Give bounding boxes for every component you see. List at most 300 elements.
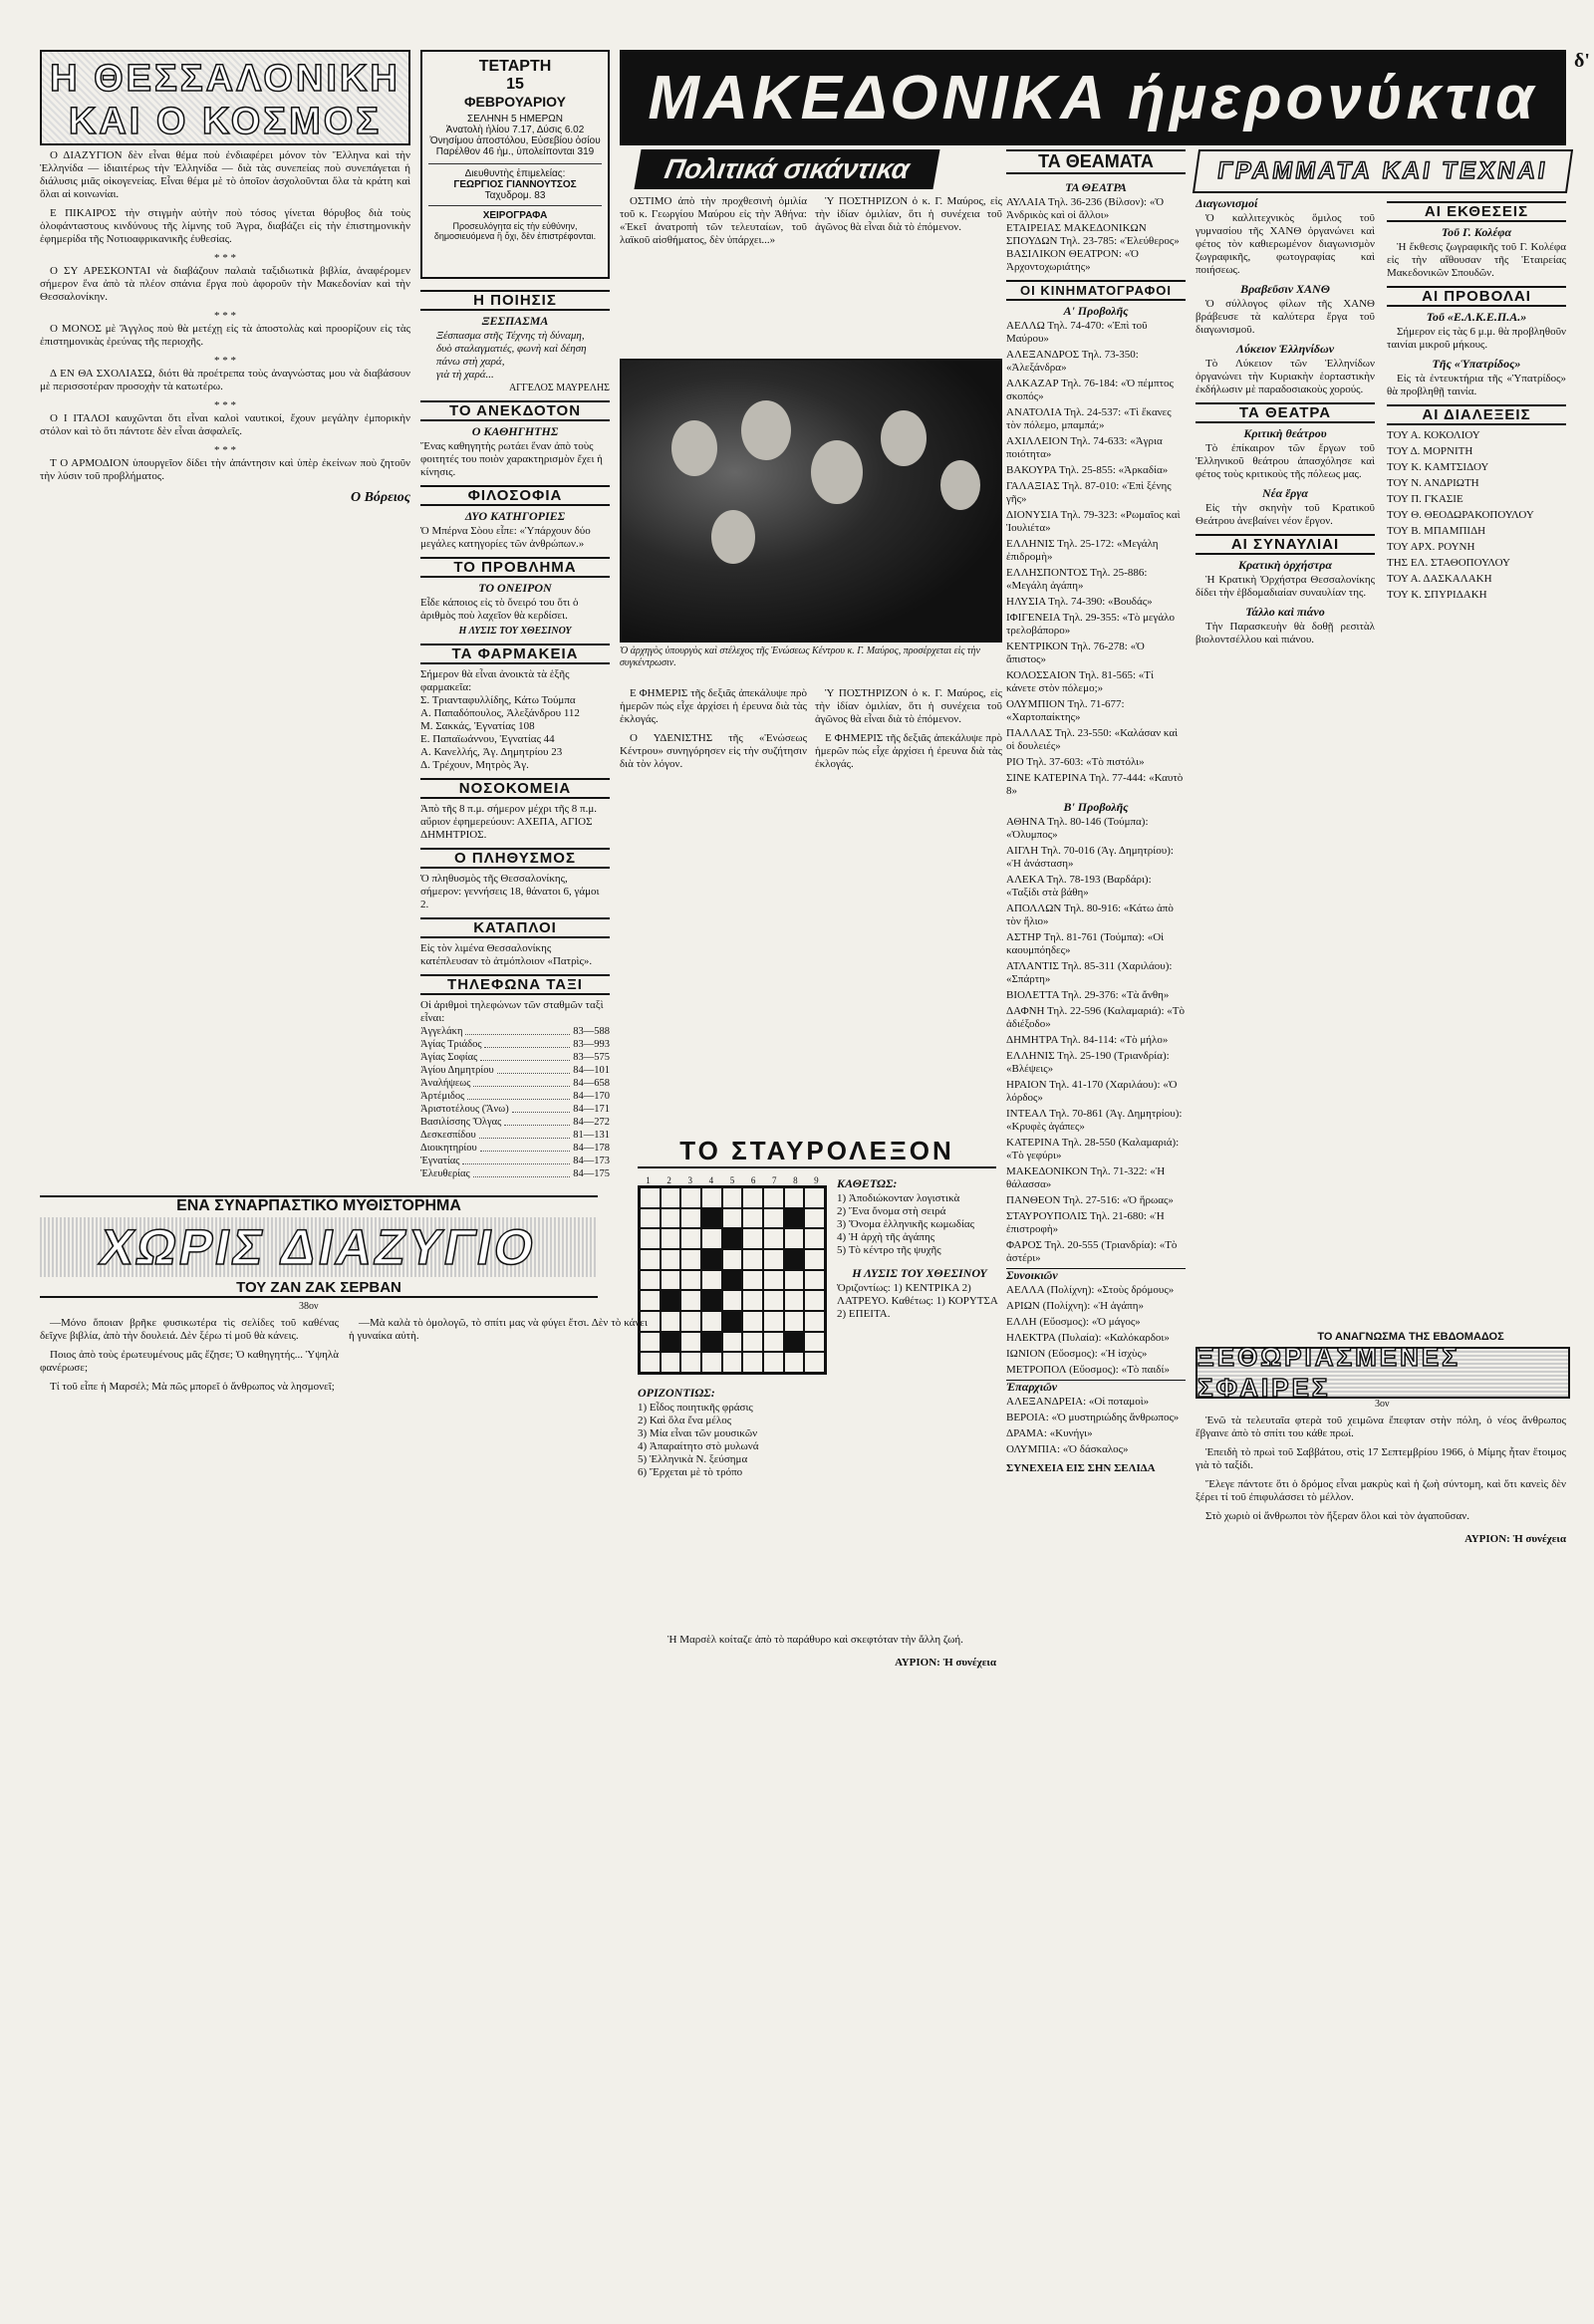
clue: 1) Εἶδος ποιητικῆς φράσις [638,1402,753,1414]
crossword-column-number: 4 [708,1175,714,1185]
crossword-cell[interactable] [763,1311,784,1332]
crossword-cell[interactable] [680,1208,701,1229]
vravefsi-title: Βραβεῦσιν ΧΑΝΘ [1240,282,1330,296]
lecture-item: ΤΟΥ ΑΡΧ. ΡΟΥΝΗ [1387,541,1475,553]
crossword-numbers [638,1175,827,1185]
taxi-name: Ἀγίου Δημητρίου [420,1065,494,1076]
crossword-cell[interactable] [640,1208,661,1229]
crossword-cell[interactable] [701,1352,722,1373]
cinema-listing: ΕΛΛΗΝΙΣ Τηλ. 25-190 (Τριανδρία): «Βλέψεις» [1006,1050,1170,1075]
anagnosma-label: ΤΟ ΑΝΑΓΝΩΣΜΑ ΤΗΣ ΕΒΔΟΜΑΔΟΣ [1317,1331,1504,1343]
crossword-cell[interactable] [763,1249,784,1270]
nosokomeia-heading: ΝΟΣΟΚΟΜΕΙΑ [420,778,610,799]
taxi-name: Βασιλίσσης Ὄλγας [420,1117,502,1128]
crossword-cell[interactable] [804,1228,825,1249]
poem-line: Ξέσπασμα στῆς Τέχνης τὴ δύναμη, [436,330,585,342]
anagnosma-text-col1 [1196,1415,1566,2291]
ypatrodon-subtitle: Τῆς «Ὑπατρίδος» [1432,357,1521,371]
crossword-column-number: 8 [793,1175,798,1185]
lecture-item: ΤΟΥ Δ. ΜΟΡΝΙΤΗ [1387,445,1473,457]
crossword-cell[interactable] [763,1332,784,1353]
cinema-listing: ΒΙΟΛΕΤΤΑ Τηλ. 29-376: «Τὰ ἄνθη» [1006,989,1170,1001]
lecture-item: ΤΟΥ Κ. ΣΠΥΡΙΔΑΚΗ [1387,589,1487,601]
crossword-column-number: 7 [771,1175,777,1185]
taxi-row [420,1090,610,1103]
poiisis-heading: Η ΠΟΙΗΣΙΣ [420,290,610,311]
cinema-listing: ΑΙΓΛΗ Τηλ. 70-016 (Ἀγ. Δημητρίου): «Ἡ ἀνάσταση» [1006,845,1174,870]
pharmacy-item: Α. Κανελλής, Ἀγ. Δημητρίου 23 [420,746,563,758]
crossword-column-number: 1 [646,1175,651,1185]
crossword-column-number: 9 [814,1175,819,1185]
crossword-cell[interactable] [680,1332,701,1353]
column-3 [420,284,610,1180]
grammata-heading: ΓΡΑΜΜΑΤΑ ΚΑΙ ΤΕΧΝΑΙ [1215,157,1550,184]
article-paragraph: Τὴν Παρασκευὴν θὰ δοθῇ ρεσιτὰλ βιολοντσέλλου καὶ πιάνου. [1196,621,1375,646]
listing: ΕΤΑΙΡΕΙΑΣ ΜΑΚΕΔΟΝΙΚΩΝ ΣΠΟΥΔΩΝ Τηλ. 23-785: «Ἐλεύθερος» [1006,222,1180,247]
crossword-cell[interactable] [742,1311,763,1332]
katapoloi-heading: ΚΑΤΑΠΛΟΙ [420,917,610,938]
lyxeion-title: Λύκειον Ἑλληνίδων [1235,342,1335,356]
crossword-cell[interactable] [784,1290,805,1311]
article-paragraph: Ἐπειδὴ τὸ πρωὶ τοῦ Σαββάτου, στὶς 17 Σεπτεμβρίου 1966, ὁ Μίμης ἦταν ἕτοιμος γιὰ τὸ ταξίδι. [1196,1446,1566,1471]
taxi-row [420,1077,610,1090]
taxi-tel: 83—588 [573,1026,610,1037]
crossword-cell[interactable] [640,1290,661,1311]
crossword-cell[interactable] [661,1311,681,1332]
cinema-listing: ΠΑΝΘΕΟΝ Τηλ. 27-516: «Ὁ ἥρωας» [1006,1194,1174,1206]
director-name: ΓΕΩΡΓΙΟΣ ΓΙΑΝΝΟΥΤΣΟΣ [453,179,577,190]
crossword-cell[interactable] [784,1228,805,1249]
listing: ΑΥΛΑΙΑ Τηλ. 36-236 (Βίλσον): «Ὁ Ἀνδρικὸς καὶ οἱ ἄλλοι» [1006,196,1165,221]
article-paragraph: Ο ΣΥ ΑΡΕΣΚΟΝΤΑΙ νὰ διαβάζουν παλαιὰ ταξιδιωτικὰ βιβλία, ἀναφέρομεν σήμερον ἕνα ἀπὸ τὰ πλέον σπάνια ἔργα ποὺ ἀφοροῦν τὴν Μακεδονίαν καὶ τὴν Θεσσαλονίκην. [40,265,410,303]
politika-left-column [620,195,807,355]
crossword-block-cell [722,1311,743,1332]
crossword-cell[interactable] [804,1332,825,1353]
article-paragraph: —Μὰ καλὰ τὸ ὁμολογῶ, τὸ σπίτι μας νὰ φύγει ἔτσι. Δὲν τὸ κάνει ἡ γυναίκα αὐτὴ. [349,1317,648,1342]
crossword-cell[interactable] [784,1311,805,1332]
novel-col3 [658,1634,996,2291]
diagonismoi-title: Διαγωνισμοί [1196,196,1258,210]
article-paragraph: Ο ΔΙΑΖΥΓΙΟΝ δὲν εἶναι θέμα ποὺ ἐνδιαφέρει μόνον τὸν Ἕλληνα καὶ τὴν Ἑλληνίδα — ἰδιαιτέρως τὴν Ἑλληνίδα — διὰ τὰς συνεπείας ποὺ συνεπάγεται ἡ διάλυσις μιᾶς οἰκογενείας. Εἶναι θέμα μὲ τὸ ὁποῖον ἀσχολοῦνται ὅλα τὰ κράτη καὶ ὅλαι αἱ κοινωνίαι. [40,149,410,200]
anagnosma-title: ΞΕΘΩΡΙΑΣΜΕΝΕΣ ΣΦΑΙΡΕΣ [1197,1342,1461,1403]
provlima-text: Εἶδε κάποιος εἰς τὸ ὄνειρό του ὅτι ὁ ἀριθμὸς ποὺ λαχεῖον θὰ κερδίσει. [420,597,579,622]
lecture-item: ΤΟΥ Β. ΜΠΑΜΠΙΔΗ [1387,525,1486,537]
cinema-listing: ΙΝΤΕΑΛ Τηλ. 70-861 (Ἀγ. Δημητρίου): «Κρυφὲς ἀγάπες» [1006,1108,1183,1133]
article-paragraph: Ὑ ΠΟΣΤΗΡΙΖΟΝ ὁ κ. Γ. Μαύρος, εἰς τὴν ἰδίαν ὁμιλίαν, ὅτι ἡ συνέχεια τοῦ ἀγῶνος θὰ εἶναι διὰ τὸ ἐπόμενον. [815,195,1002,233]
novel-col2 [349,1317,648,2293]
cinema-listing: ΜΑΚΕΔΟΝΙΚΟΝ Τηλ. 71-322: «Ἡ θάλασσα» [1006,1165,1166,1190]
politika-bottom-right [815,687,1002,1086]
crossword-cell[interactable] [640,1187,661,1208]
clue: 5) Τὸ κέντρο τῆς ψυχῆς [837,1244,941,1256]
taxi-name: Ἀρτέμιδος [420,1091,465,1102]
cinema-listing: ΓΑΛΑΞΙΑΣ Τηλ. 87-010: «Ἐπὶ ξένης γῆς» [1006,480,1172,505]
cinema-listing: ΑΛΚΑΖΑΡ Τηλ. 76-184: «Ὁ πέμπτος σκοπός» [1006,378,1174,402]
solution-text: Ὁριζοντίως: 1) ΚΕΝΤΡΙΚΑ 2) ΛΑΤΡΕΥΟ. Καθέτως: 1) ΚΟΡΥΤΣΑ 2) ΕΠΕΙΤΑ. [837,1282,998,1320]
cinema-listing: ΣΙΝΕ ΚΑΤΕΡΙΝΑ Τηλ. 77-444: «Καυτὸ 8» [1006,772,1184,797]
clue: 6) Ἔρχεται μὲ τὸ τρόπο [638,1466,743,1478]
politika-heading: Πολιτικά σικάντικα [662,153,913,184]
taxi-row [420,1025,610,1038]
a-provoli-heading: Α' Προβολῆς [1063,304,1129,318]
crossword-cell[interactable] [742,1249,763,1270]
article-paragraph: Σήμερον εἰς τὰς 6 μ.μ. θὰ προβληθοῦν ταινίαι μικροῦ μήκους. [1387,326,1566,351]
page-marker: δ' [1574,50,1590,72]
crossword-block-cell [722,1228,743,1249]
clue: 4) Ἀπαραίτητο στὸ μυλωνά [638,1440,759,1452]
cinema-listing: ΑΘΗΝΑ Τηλ. 80-146 (Τούμπα): «Ὁλυμπος» [1006,816,1149,841]
feast-day: Ὀνησίμου ἀποστόλου, Εὐσεβίου ὁσίου [429,135,601,146]
lecture-item: ΤΟΥ Α. ΚΟΚΟΛΙΟΥ [1387,429,1480,441]
taxi-name: Ἐγνατίας [420,1156,460,1166]
crossword-cell[interactable] [661,1228,681,1249]
cinema-listing: ΡΙΟ Τηλ. 37-603: «Τὸ πιστόλι» [1006,756,1145,768]
crossword-cell[interactable] [680,1352,701,1373]
crossword-cell[interactable] [742,1290,763,1311]
cinema-listing: ΔΡΑΜΑ: «Κυνήγι» [1006,1427,1093,1439]
crossword-clues-across [638,1385,827,1604]
crossword-cell[interactable] [742,1332,763,1353]
article-paragraph: Ο ΜΟΝΟΣ μὲ Ἄγγλος ποὺ θὰ μετέχῃ εἰς τὰ ἀποστολὰς καὶ προορίζουν εἰς τὰς ἐπιστημονικὰς ἐρεύνας τῆς περιοχῆς. [40,323,410,348]
crossword-cell[interactable] [722,1332,743,1353]
cinema-listing: ΔΑΦΝΗ Τηλ. 22-596 (Καλαμαριά): «Τὸ ἀδιέξοδο» [1006,1005,1185,1030]
taxi-name: Ἀγγελάκη [420,1026,463,1037]
novel-episode: 38ον [299,1301,319,1312]
crossword-cell[interactable] [701,1270,722,1291]
nosokomeia-text: Ἀπὸ τῆς 8 π.μ. σήμερον μέχρι τῆς 8 π.μ. αὔριον ἐφημερεύουν: ΑΧΕΠΑ, ΑΓΙΟΣ ΔΗΜΗΤΡΙΟΣ. [420,803,597,841]
cinema-listing: ΑΡΙΩΝ (Πολίχνη): «Ἡ ἀγάπη» [1006,1300,1144,1312]
article-paragraph: Ἡ Κρατικὴ Ὀρχήστρα Θεσσαλονίκης δίδει τὴν ἑβδομαδιαίαν συναυλίαν της. [1196,574,1375,599]
cinema-listing: ΑΧΙΛΛΕΙΟΝ Τηλ. 74-633: «Ἀγρια ποιότητα» [1006,435,1163,460]
thessaloniki-header [40,50,410,145]
crossword-cell[interactable] [763,1228,784,1249]
novel-continued: ΑΥΡΙΟΝ: Ἡ συνέχεια [895,1657,996,1669]
poiisis-subtitle: ΞΕΣΠΑΣΜΑ [481,314,549,328]
crossword-column-number: 3 [687,1175,693,1185]
synavlies-title: Κρατικὴ ὀρχήστρα [1237,558,1333,572]
novel-title: ΧΩΡΙΣ ΔΙΑΖΥΓΙΟ [96,1219,542,1275]
poem-author: ΑΓΓΕΛΟΣ ΜΑΥΡΕΛΗΣ [508,383,610,393]
crossword-cell[interactable] [661,1352,681,1373]
crossword-cell[interactable] [640,1228,661,1249]
crossword-cell[interactable] [680,1290,701,1311]
lecture-item: ΤΗΣ ΕΛ. ΣΤΑΘΟΠΟΥΛΟΥ [1387,557,1510,569]
crossword-cell[interactable] [804,1290,825,1311]
crossword-cell[interactable] [763,1290,784,1311]
dialekseis-heading: ΑΙ ΔΙΑΛΕΞΕΙΣ [1387,404,1566,425]
crossword-column-number: 6 [750,1175,756,1185]
article-paragraph: Ἡ Μαρσὲλ κοίταζε ἀπὸ τὸ παράθυρο καὶ σκεφτόταν τὴν ἄλλη ζωή. [667,1634,963,1646]
tilefona-intro: Οἱ ἀριθμοὶ τηλεφώνων τῶν σταθμῶν ταξὶ εἶναι: [420,999,604,1024]
crossword-cell[interactable] [680,1311,701,1332]
farmakeia-intro: Σήμερον θὰ εἶναι ἀνοικτὰ τὰ ἑξῆς φαρμακεῖα: [420,668,570,693]
crossword-cell[interactable] [680,1270,701,1291]
crossword-column-number: 2 [666,1175,671,1185]
crossword-block-cell [661,1290,681,1311]
cinema-listing: ΔΗΜΗΤΡΑ Τηλ. 84-114: «Τὸ μήλο» [1006,1034,1169,1046]
article-paragraph: Ἔλεγε πάντοτε ὅτι ὁ δρόμος εἶναι μακρὺς καὶ ἡ ζωὴ σύντομη, καὶ ὅτι κανεὶς δὲν ξέρει τί τοῦ ἐπιφυλάσσει τὸ μέλλον. [1196,1478,1566,1503]
crossword-cell[interactable] [763,1270,784,1291]
crossword-cell[interactable] [701,1228,722,1249]
crossword-cell[interactable] [784,1187,805,1208]
anekdoton-heading: ΤΟ ΑΝΕΚΔΟΤΟΝ [420,400,610,421]
article-paragraph: Εἰς τὴν σκηνὴν τοῦ Κρατικοῦ Θεάτρου ἀνεβαίνει νέον ἔργον. [1196,502,1375,527]
pharmacy-item: Μ. Σακκάς, Ἐγνατίας 108 [420,720,535,732]
crossword-cell[interactable] [661,1187,681,1208]
director-tel: Ταχυδρομ. 83 [484,190,546,201]
lecture-item: ΤΟΥ Θ. ΘΕΟΔΩΡΑΚΟΠΟΥΛΟΥ [1387,509,1534,521]
article-paragraph: ΟΣΤΙΜΟ ἀπὸ τὴν προχθεσινὴ ὁμιλία τοῦ κ. Γεωργίου Μαύρου εἰς τὴν Ἀθήνα: «Ἐκεῖ ἀνατροπὴ τῶν τελευταίων, τοῦ λαϊκοῦ αἰσθήματος, δὲν ὑπάρχει...» [620,195,807,246]
provoles-subtitle: Τοῦ «Ε.Λ.Κ.Ε.Π.Α.» [1426,310,1527,324]
crossword-cell[interactable] [763,1187,784,1208]
politika-photo-caption: Ὁ ἀρχηγὸς ὑπουργὸς καὶ στέλεχος τῆς Ἑνώσεως Κέντρου κ. Γ. Μαύρος, προσέρχεται εἰς τὴν συγκέντρωσιν. [620,646,980,668]
clue: 3) Μία εἶναι τῶν μουσικῶν [638,1427,758,1439]
pharmacy-item: Ε. Παπαϊωάννου, Ἐγνατίας 44 [420,733,555,745]
crossword-grid [638,1185,827,1375]
crossword-cell[interactable] [722,1290,743,1311]
cinema-listing: ΙΩΝΙΟΝ (Εὔοσμος): «Ἡ ἰσχὺς» [1006,1348,1148,1360]
filosofia-subtitle: ΔΥΟ ΚΑΤΗΓΟΡΙΕΣ [464,509,566,523]
clue: 3) Ὄνομα ἑλληνικῆς κωμωδίας [837,1218,975,1230]
anagnosma-episode: 3ον [1375,1399,1390,1410]
taxi-tel: 83—993 [573,1039,610,1050]
lecture-item: ΤΟΥ Ν. ΑΝΔΡΙΩΤΗ [1387,477,1479,489]
cinema-listing: ΚΕΝΤΡΙΚΟΝ Τηλ. 76-278: «Ὁ ἄπιστος» [1006,641,1145,665]
provoles-heading: ΑΙ ΠΡΟΒΟΛΑΙ [1387,286,1566,307]
crossword-cell[interactable] [804,1352,825,1373]
crossword-cell[interactable] [742,1352,763,1373]
grammata-heading-box [1193,149,1573,193]
crossword-block-cell [661,1332,681,1353]
grammata-col-a [1196,195,1375,1311]
article-paragraph: Ὁ σύλλογος φίλων τῆς ΧΑΝΘ βράβευσε τὰ καλύτερα ἔργα τοῦ διαγωνισμοῦ. [1196,298,1375,336]
cinema-listing: ΗΛΕΚΤΡΑ (Πυλαία): «Καλόκαρδοι» [1006,1332,1170,1344]
cinema-listing: ΚΑΤΕΡΙΝΑ Τηλ. 28-550 (Καλαμαριά): «Τὸ γεφύρι» [1006,1137,1180,1162]
sun-times: Ἀνατολὴ ἡλίου 7.17, Δύσις 6.02 [445,125,585,135]
anekdoton-subtitle: Ο ΚΑΘΗΓΗΤΗΣ [471,424,559,438]
article-paragraph: Δ ΕΝ ΘΑ ΣΧΟΛΙΑΣΩ, διότι θὰ προέτρεπα τοὺς ἀναγνώστας μου νὰ διαβάσουν μὲ περισσοτέραν προσοχὴν τὰ κατωτέρω. [40,368,410,392]
farmakeia-heading: ΤΑ ΦΑΡΜΑΚΕΙΑ [420,644,610,664]
crossword-cell[interactable] [763,1352,784,1373]
taxi-name: Δεσκεσπίδου [420,1130,476,1141]
crossword-cell[interactable] [680,1228,701,1249]
poem-line: γιὰ τὴ χαρά... [436,369,494,381]
anagnosma-continued: ΑΥΡΙΟΝ: Ἡ συνέχεια [1464,1533,1566,1545]
cinema-listing: ΟΛΥΜΠΙΑ: «Ὁ δάσκαλος» [1006,1443,1129,1455]
article-paragraph: Εἰς τὰ ἐντευκτήρια τῆς «Ὑπατρίδος» θὰ προβληθῇ ταινία. [1387,373,1566,397]
clue: 1) Ἀποδιώκονταν λογιστικὰ [837,1192,960,1204]
clue: 2) Ἔνα ὄνομα στὴ σειρά [837,1205,946,1217]
listing: ΒΑΣΙΛΙΚΟΝ ΘΕΑΤΡΟΝ: «Ὁ Ἀρχοντοχωριάτης» [1006,248,1139,273]
anekdoton-text: Ἕνας καθηγητὴς ρωτάει ἕναν ἀπὸ τοὺς φοιτητές του ποιὸν χαρακτηρισμὸν ἔχει ἡ κίνησις. [420,440,603,478]
pharmacy-item: Δ. Τρέχουν, Μητρὸς Ἀγ. [420,759,529,771]
crossword-cell[interactable] [722,1208,743,1229]
article-paragraph: Ποιος ἀπὸ τοὺς ἐρωτευμένους μᾶς ἔζησε; Ὁ καθηγητής... Ὑψηλὰ φανέρωσε; [40,1349,339,1374]
cinema-listing: ΕΛΛΗ (Εὔοσμος): «Ὁ μάγος» [1006,1316,1141,1328]
politika-bottom-left [620,687,807,1086]
crossword-cell[interactable] [701,1187,722,1208]
crossword-cell[interactable] [742,1208,763,1229]
date-month: ΦΕΒΡΟΥΑΡΙΟΥ [463,94,567,110]
article-paragraph: Ε ΦΗΜΕΡΙΣ τῆς δεξιᾶς ἀπεκάλυψε πρὸ ἡμερῶν πώς εἶχε ἀρχίσει ἡ ἐρευνα διὰ τὰς ἐκλογάς. [815,732,1002,770]
taxi-row [420,1155,610,1167]
crossword-cell[interactable] [784,1270,805,1291]
theatro-heading: ΤΑ ΘΕΑΤΡΑ [1065,180,1127,194]
cinema-listing: ΑΛΕΚΑ Τηλ. 78-193 (Βαρδάρι): «Ταξίδι στὰ βάθη» [1006,874,1152,899]
article-paragraph: Ὑ ΠΟΣΤΗΡΙΖΟΝ ὁ κ. Γ. Μαύρος, εἰς τὴν ἰδίαν ὁμιλίαν, ὅτι ἡ συνέχεια τοῦ ἀγῶνος θὰ εἶναι διὰ τὸ ἐπόμενον. [815,687,1002,725]
year-progress: Παρέλθον 46 ἡμ., ὑπολείπονται 319 [435,146,595,157]
dialekseis-list [1387,429,1566,602]
thessaloniki-column: Ο ΔΙΑΖΥΓΙΟΝ δὲν εἶναι θέμα ποὺ ἐνδιαφέρει μόνον τὸν Ἕλληνα καὶ τὴν Ἑλληνίδα — ἰδιαιτέρως τὴν Ἑλληνίδα — διὰ τὰς συνεπείας ποὺ συνεπάγεται ἡ διάλυσις μιᾶς οἰκογενείας. Εἶναι θέμα μὲ τὸ ὁποῖον ἀσχολοῦνται ὅλα τὰ κράτη καὶ ὅλαι αἱ κοινωνίαι. Ε ΠΙΚΑΙΡΟΣ τὴν στιγμὴν αὐτὴν ποὺ τόσος γίνεται θόρυβος διὰ τοὺς ὁλοφάνταστους κινδύνους τῆς λίμνης τοῦ Ἀγρα, διαβάζει εἰς τὴν ἐπιστημονικὴν ἐφημερίδα τῆς Νοτιοαφρικανικῆς ἐυθεσίας. * * * Ο ΣΥ ΑΡΕΣΚΟΝΤΑΙ νὰ διαβάζουν παλαιὰ ταξιδιωτικὰ βιβλία, ἀναφέρομεν σήμερον ἕνα ἀπὸ τὰ πλέον σπάνια ἔργα ποὺ ἀφοροῦν τὴν Μακεδονίαν καὶ τὴν Θεσσαλονίκην. * * * Ο ΜΟΝΟΣ μὲ Ἄγγλος ποὺ θὰ μετέχῃ εἰς τὰ ἀποστολὰς καὶ προορίζουν εἰς τὰς ἐπιστημονικὰς ἐρεύνας τῆς περιοχῆς. * * * Δ ΕΝ ΘΑ ΣΧΟΛΙΑΣΩ, διότι θὰ προέτρεπα τοὺς ἀναγνώστας μου νὰ διαβάσουν μὲ περισσοτέραν προσοχὴν τὰ κατωτέρω. * * * Ο Ι ΙΤΑΛΟΙ καυχῶνται ὅτι εἶναι καλοὶ ναυτικοί, ἔχουν μεγάλην ἐμπορικὴν στόλον καὶ τὸ ὅτι πάντοτε δὲν εἶναι ἀσφαλεῖς. * * * Τ Ο ΑΡΜΟΔΙΟΝ ὑπουργεῖον δίδει τὴν ἀπάντησιν καὶ ὑπὲρ ἐκείνων ποὺ ζητοῦν τὴν λύσιν τοῦ προβλήματος. Ο Βόρειος [40,149,410,505]
article-paragraph: Τί τοῦ εἶπε ἡ Μαρσέλ; Μὰ πῶς μπορεῖ ὁ ἄνθρωπος νὰ λησμονεῖ; [50,1381,335,1393]
article-paragraph: Ο ΥΔΕΝΙΣΤΗΣ τῆς «Ἐνώσεως Κέντρου» συνηγόρησεν εἰς τὴν συζήτησιν διὰ τὸν λόγον. [620,732,807,770]
crossword-cell[interactable] [661,1249,681,1270]
crossword-cell[interactable] [680,1187,701,1208]
novel-col1 [40,1317,339,2293]
eparxion-heading: Ἐπαρχιῶν [1006,1380,1186,1394]
thessaloniki-signature: Ο Βόρειος [350,490,410,505]
solution-heading: Η ΛΥΣΙΣ ΤΟΥ ΧΘΕΣΙΝΟΥ [852,1266,987,1280]
synoikion-list [1006,1284,1186,1377]
crossword-clues-down [837,1175,1002,1604]
taxi-tel: 84—175 [573,1168,610,1179]
taxi-row [420,1167,610,1180]
cinema-listing: ΑΛΕΞΑΝΔΡΕΙΑ: «Οἱ ποταμοὶ» [1006,1396,1150,1408]
tilefona-heading: ΤΗΛΕΦΩΝΑ ΤΑΞΙ [420,974,610,995]
crossword-block-cell [701,1208,722,1229]
cinema-listing: ΙΦΙΓΕΝΕΙΑ Τηλ. 29-355: «Τὸ μεγάλο τρελοβάπορο» [1006,612,1175,637]
crossword-column-number: 5 [729,1175,735,1185]
cinema-listing: ΦΑΡΟΣ Τηλ. 20-555 (Τριανδρία): «Τὸ ἀστέρι» [1006,1239,1178,1264]
crossword-cell[interactable] [763,1208,784,1229]
taxi-tel: 84—658 [573,1078,610,1089]
kinimatografoi-heading: ΟΙ ΚΙΝΗΜΑΤΟΓΡΑΦΟΙ [1006,280,1186,301]
taxi-tel: 84—170 [573,1091,610,1102]
crossword-cell[interactable] [804,1249,825,1270]
provlima-subtitle: ΤΟ ΟΝΕΙΡΟΝ [478,581,552,595]
cheirografa-text: Προσευλόγητα εἰς τὴν εὐθύνην, δημοσιευόμενα ἢ ὄχι, δὲν ἐπιστρέφονται. [433,221,597,241]
cinema-listing: ΑΝΑΤΟΛΙΑ Τηλ. 24-537: «Τὶ ἔκανες τὸν πόλεμο, μπαμπά;» [1006,406,1172,431]
cinema-listing: ΑΤΛΑΝΤΙΣ Τηλ. 85-311 (Χαριλάου): «Σπάρτη» [1006,960,1173,985]
taxi-row [420,1038,610,1051]
taxi-name: Διοικητηρίου [420,1143,477,1154]
taxi-tel: 84—101 [573,1065,610,1076]
poem-line: δυὸ σταλαγματιές, φωνὴ καὶ δέηση [436,343,587,355]
politika-heading-box [634,149,939,189]
novel-kicker: ΕΝΑ ΣΥΝΑΡΠΑΣΤΙΚΟ ΜΥΘΙΣΤΟΡΗΜΑ [40,1195,598,1215]
crossword-cell[interactable] [722,1249,743,1270]
cinema-listing: ΒΕΡΟΙΑ: «Ὁ μυστηριώδης ἄνθρωπος» [1006,1412,1180,1423]
crossword-cell[interactable] [804,1270,825,1291]
thessaloniki-title-line1: Η ΘΕΣΣΑΛΟΝΙΚΗ [50,58,400,100]
crossword-block-cell [701,1290,722,1311]
taxi-tel: 83—575 [573,1052,610,1063]
crossword-cell[interactable] [804,1187,825,1208]
taxi-tel: 84—173 [573,1156,610,1166]
ekthesis-heading: ΑΙ ΕΚΘΕΣΕΙΣ [1387,201,1566,222]
crossword-block-cell [701,1332,722,1353]
article-paragraph: Τὸ ἐπίκαιρον τῶν ἔργων τοῦ Ἑλληνικοῦ θεάτρου ἀπασχόλησε καὶ φέτος τοὺς κριτικοὺς τῆς πόλεως μας. [1196,442,1375,480]
crossword-block-cell [784,1208,805,1229]
synavlies-heading: ΑΙ ΣΥΝΑΥΛΙΑΙ [1196,534,1375,555]
taxi-list [420,1025,610,1180]
crossword-cell[interactable] [640,1270,661,1291]
crossword-cell[interactable] [742,1187,763,1208]
crossword-cell[interactable] [680,1249,701,1270]
article-paragraph: Ε ΦΗΜΕΡΙΣ τῆς δεξιᾶς ἀπεκάλυψε πρὸ ἡμερῶν πώς εἶχε ἀρχίσει ἡ ἐρευνα διὰ τὰς ἐκλογάς. [620,687,807,725]
novel-author: ΤΟΥ ΖΑΝ ΖΑΚ ΣΕΡΒΑΝ [40,1279,598,1298]
crossword-cell[interactable] [742,1270,763,1291]
kritiki-title: Κριτικὴ θεάτρου [1243,426,1327,440]
taxi-row [420,1129,610,1142]
filosofia-heading: ΦΙΛΟΣΟΦΙΑ [420,485,610,506]
crossword-cell[interactable] [722,1187,743,1208]
cinema-listing: ΗΡΑΙΟΝ Τηλ. 41-170 (Χαριλάου): «Ὁ λόρδος» [1006,1079,1178,1104]
article-paragraph: —Μόνο ὅποιαν βρῆκε φυσικωτέρα τὶς σελίδες τοῦ καθένας δεῖχνε βιβλία, ἀπὸ τὴν δουλειά. Δὲν ξέρω τί μοῦ θὰ κάνεις. [40,1317,339,1342]
taxi-tel: 81—131 [573,1130,610,1141]
theamata-heading: ΤΑ ΘΕΑΜΑΤΑ [1006,149,1186,174]
crossword-cell[interactable] [722,1352,743,1373]
theatra-heading: ΤΑ ΘΕΑΤΡΑ [1196,402,1375,423]
crossword-block-cell [701,1249,722,1270]
moon-phase: ΣΕΛΗΝΗ 5 ΗΜΕΡΩΝ [467,114,563,125]
cinema-listing: ΔΙΟΝΥΣΙΑ Τηλ. 79-323: «Ρωμαῖος καὶ Ἰουλιέτα» [1006,509,1181,534]
crossword-cell[interactable] [742,1228,763,1249]
tallo-title: Τάλλο καὶ πιάνο [1245,605,1325,619]
taxi-tel: 84—171 [573,1104,610,1115]
a-provoli-list [1006,320,1186,798]
taxi-name: Ἀναλήψεως [420,1078,471,1089]
crossword-cell[interactable] [640,1249,661,1270]
article-paragraph: Τὸ Λύκειον τῶν Ἑλληνίδων ὀργανώνει τὴν Κυριακὴν ἑορταστικὴν ἐκδήλωσιν μὲ παραδοσιακοὺς χορούς. [1196,358,1375,395]
crossword-cell[interactable] [804,1311,825,1332]
clue: 5) Ἐλληνικὰ Ν. ξεύσημα [638,1453,748,1465]
crossword-cell[interactable] [701,1311,722,1332]
anagnosma-title-box [1196,1342,1570,1403]
taxi-tel: 84—178 [573,1143,610,1154]
cinema-listing: ΠΑΛΛΑΣ Τηλ. 23-550: «Καλάσαν καὶ οἱ δουλειές» [1006,727,1179,752]
crossword-block-cell [784,1249,805,1270]
masthead [620,50,1566,145]
crossword-cell[interactable] [784,1352,805,1373]
crossword-cell[interactable] [661,1270,681,1291]
provlima-heading: ΤΟ ΠΡΟΒΛΗΜΑ [420,557,610,578]
crossword-block-cell [722,1270,743,1291]
crossword-heading: ΤΟ ΣΤΑΥΡΟΛΕΞΟΝ [638,1136,996,1168]
thessaloniki-title-line2: ΚΑΙ Ο ΚΟΣΜΟΣ [68,101,383,142]
b-provoli-heading: Β' Προβολῆς [1063,800,1129,814]
article-paragraph: Ἐνῶ τὰ τελευταῖα φτερὰ τοῦ χειμῶνα ἔπεφταν στὴν πόλη, ὁ νέος ἄνθρωπος ἔβγαινε ἀπὸ τὸ σπίτι του κάθε πρωί. [1196,1415,1566,1439]
grammata-col-b [1387,195,1566,1311]
crossword-cell[interactable] [661,1208,681,1229]
synexeia-note: ΣΥΝΕΧΕΙΑ ΕΙΣ ΣΗΝ ΣΕΛΙΔΑ [1006,1462,1156,1474]
novel-title-box [40,1217,598,1277]
crossword-cell[interactable] [804,1208,825,1229]
crossword-block-cell [784,1332,805,1353]
director-label: Διευθυντὴς ἐπιμελείας: [464,168,566,179]
cinema-listing: ΒΑΚΟΥΡΑ Τηλ. 25-855: «Ἀρκαδία» [1006,464,1169,476]
cinema-listing: ΑΛΕΞΑΝΔΡΟΣ Τηλ. 73-350: «Ἀλεξάνδρα» [1006,349,1139,374]
article-paragraph: Ε ΠΙΚΑΙΡΟΣ τὴν στιγμὴν αὐτὴν ποὺ τόσος γίνεται θόρυβος διὰ τοὺς ὁλοφάνταστους κινδύνους τῆς λίμνης τοῦ Ἀγρα, διαβάζει εἰς τὴν ἐπιστημονικὴν ἐφημερίδα τῆς Νοτιοαφρικανικῆς ἐυθεσίας. [40,207,410,245]
cinema-listing: ΕΛΛΗΝΙΣ Τηλ. 25-172: «Μεγάλη ἐπιδρομὴ» [1006,538,1159,563]
crossword-area [638,1175,827,1375]
taxi-name: Ἐλευθερίας [420,1168,470,1179]
nea-erga-title: Νέα ἔργα [1262,486,1308,500]
politika-photo [620,359,1002,643]
cinema-listing: ΑΕΛΛΩ Τηλ. 74-470: «Ἐπὶ τοῦ Μαύρου» [1006,320,1148,345]
taxi-row [420,1064,610,1077]
lecture-item: ΤΟΥ Κ. ΚΑΜΤΣΙΔΟΥ [1387,461,1489,473]
